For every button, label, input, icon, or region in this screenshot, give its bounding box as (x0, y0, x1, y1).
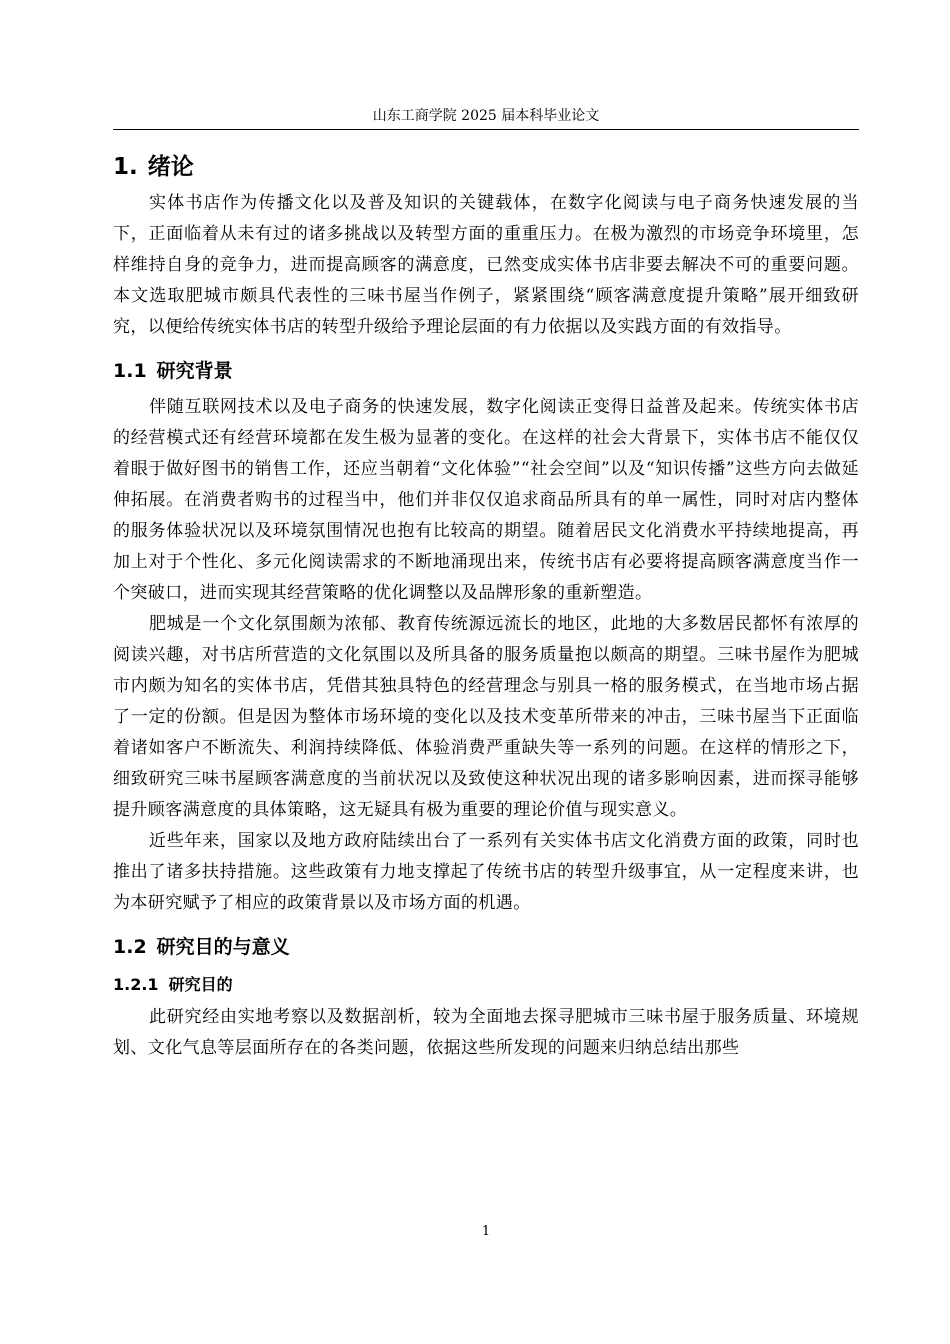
header-divider (113, 129, 859, 130)
section-title: 研究目的与意义 (156, 936, 290, 958)
section-title: 研究背景 (156, 360, 233, 382)
chapter-title: 绪论 (147, 154, 194, 180)
section-number: 1.1 (113, 360, 147, 382)
page-body (113, 146, 859, 1064)
body-paragraph: 伴随互联网技术以及电子商务的快速发展，数字化阅读正变得日益普及起来。传统实体书店的经营模式还有经营环境都在发生极为显著的变化。在这样的社会大背景下，实体书店不能仅仅着眼于做好图书的销售工作，还应当朝着“文化体验”“社会空间”以及“知识传播”这些方向去做延伸拓展。在消费者购书的过程当中，他们并非仅仅追求商品所具有的单一属性，同时对店内整体的服务体验状况以及环境氛围情况也抱有比较高的期望。随着居民文化消费水平持续地提高，再加上对于个性化、多元化阅读需求的不断地涌现出来，传统书店有必要将提高顾客满意度当作一个突破口，进而实现其经营策略的优化调整以及品牌形象的重新塑造。 (113, 397, 859, 603)
subsection-heading-1-2-1 (113, 968, 859, 1002)
chapter-number: 1. (113, 154, 138, 180)
chapter-heading (113, 146, 859, 188)
subsection-number: 1.2.1 (113, 975, 159, 994)
section-heading-1-2 (113, 926, 859, 968)
running-header: 山东工商学院 2025 届本科毕业论文 (372, 108, 600, 124)
intro-paragraph: 实体书店作为传播文化以及普及知识的关键载体，在数字化阅读与电子商务快速发展的当下，正面临着从未有过的诸多挑战以及转型方面的重重压力。在极为激烈的市场竞争环境里，怎样维持自身的竞争力，进而提高顾客的满意度，已然变成实体书店非要去解决不可的重要问题。本文选取肥城市颇具代表性的三味书屋当作例子，紧紧围绕“顾客满意度提升策略”展开细致研究，以便给传统实体书店的转型升级给予理论层面的有力依据以及实践方面的有效指导。 (113, 193, 859, 337)
body-paragraph: 此研究经由实地考察以及数据剖析，较为全面地去探寻肥城市三味书屋于服务质量、环境规划、文化气息等层面所存在的各类问题，依据这些所发现的问题来归纳总结出那些 (113, 1007, 859, 1058)
body-paragraph: 肥城是一个文化氛围颇为浓郁、教育传统源远流长的地区，此地的大多数居民都怀有浓厚的阅读兴趣，对书店所营造的文化氛围以及所具备的服务质量抱以颇高的期望。三味书屋作为肥城市内颇为知名的实体书店，凭借其独具特色的经营理念与别具一格的服务模式，在当地市场占据了一定的份额。但是因为整体市场环境的变化以及技术变革所带来的冲击，三味书屋当下正面临着诸如客户不断流失、利润持续降低、体验消费严重缺失等一系列的问题。在这样的情形之下，细致研究三味书屋顾客满意度的当前状况以及致使这种状况出现的诸多影响因素，进而探寻能够提升顾客满意度的具体策略，这无疑具有极为重要的理论价值与现实意义。 (113, 614, 859, 820)
body-paragraph: 近些年来，国家以及地方政府陆续出台了一系列有关实体书店文化消费方面的政策，同时也推出了诸多扶持措施。这些政策有力地支撑起了传统书店的转型升级事宜，从一定程度来讲，也为本研究赋予了相应的政策背景以及市场方面的机遇。 (113, 831, 859, 913)
subsection-title: 研究目的 (168, 975, 233, 994)
page-number: 1 (481, 1224, 491, 1239)
section-heading-1-1 (113, 350, 859, 392)
section-number: 1.2 (113, 936, 147, 958)
